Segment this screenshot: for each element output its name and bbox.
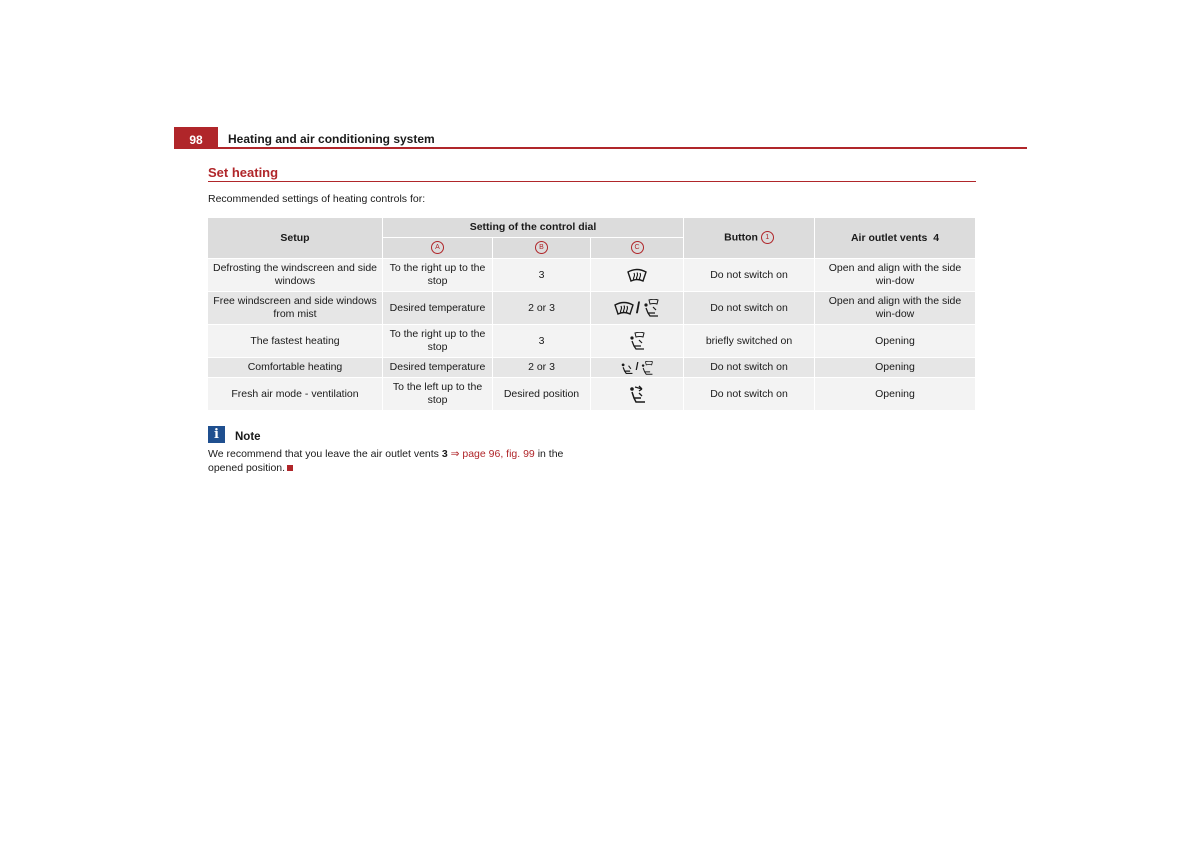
cell-button: Do not switch on <box>684 292 815 325</box>
page-number: 98 <box>174 127 218 149</box>
note-text-after: in the opened position. <box>208 448 564 474</box>
intro-text: Recommended settings of heating controls for: <box>208 193 426 205</box>
header-vents-label: Air outlet vents <box>850 231 928 244</box>
cell-dial-c <box>591 292 684 325</box>
cell-dial-a: To the right up to the stop <box>383 259 493 292</box>
header-divider <box>218 147 1027 149</box>
footwell-icon <box>620 361 634 375</box>
cell-button: Do not switch on <box>684 259 815 292</box>
note-arrow: ⇒ <box>450 448 460 460</box>
footwell-windscreen-icon <box>640 361 654 375</box>
cell-dial-c <box>591 358 684 378</box>
cell-vents: Opening <box>815 358 976 378</box>
page-header <box>174 127 1027 149</box>
cell-dial-a: To the right up to the stop <box>383 325 493 358</box>
cell-vents: Opening <box>815 378 976 411</box>
slash-separator: / <box>635 299 641 317</box>
table-row <box>208 292 976 325</box>
cell-dial-c <box>591 259 684 292</box>
table-row <box>208 358 976 378</box>
cell-setup: Fresh air mode - ventilation <box>208 378 383 411</box>
cell-dial-b: 3 <box>493 259 591 292</box>
cell-setup: Free windscreen and side windows from mist <box>208 292 383 325</box>
section-title: Set heating <box>208 165 279 180</box>
cell-dial-a: To the left up to the stop <box>383 378 493 411</box>
note-text-before: We recommend that you leave the air outlet vents <box>208 448 439 460</box>
dial-b-marker: B <box>535 241 548 254</box>
cell-button: briefly switched on <box>684 325 815 358</box>
chapter-title: Heating and air conditioning system <box>228 132 435 146</box>
cell-vents: Open and align with the side win-dow <box>815 259 976 292</box>
cell-vents: Opening <box>815 325 976 358</box>
header-button-label: Button <box>724 231 758 244</box>
footwell-windscreen-icon <box>642 299 660 317</box>
cell-dial-a: Desired temperature <box>383 358 493 378</box>
note-title: Note <box>235 431 261 443</box>
header-air-outlet-vents <box>815 218 976 259</box>
header-dial-a <box>383 238 493 259</box>
header-dial-b <box>493 238 591 259</box>
section-divider <box>208 181 976 182</box>
end-of-section-mark <box>287 465 293 471</box>
cell-dial-b: 2 or 3 <box>493 292 591 325</box>
cell-button: Do not switch on <box>684 378 815 411</box>
table-row <box>208 378 976 411</box>
cell-setup: Defrosting the windscreen and side windows <box>208 259 383 292</box>
note-text <box>208 448 588 475</box>
dial-a-marker: A <box>431 241 444 254</box>
cell-setup: Comfortable heating <box>208 358 383 378</box>
cell-dial-c <box>591 378 684 411</box>
note-page-link[interactable]: page 96, fig. 99 <box>462 448 535 460</box>
cell-button: Do not switch on <box>684 358 815 378</box>
header-button <box>684 218 815 259</box>
cell-dial-b: Desired position <box>493 378 591 411</box>
cell-setup: The fastest heating <box>208 325 383 358</box>
info-icon: i <box>208 426 225 443</box>
upper-body-footwell-icon <box>627 384 647 404</box>
heating-settings-table <box>208 218 976 411</box>
cell-dial-c <box>591 325 684 358</box>
cell-dial-a: Desired temperature <box>383 292 493 325</box>
table-row <box>208 259 976 292</box>
cell-dial-b: 3 <box>493 325 591 358</box>
header-control-dial: Setting of the control dial <box>383 218 684 238</box>
slash-separator: / <box>635 361 639 373</box>
vents-ref: 4 <box>933 231 940 244</box>
cell-dial-b: 2 or 3 <box>493 358 591 378</box>
header-setup: Setup <box>208 218 383 259</box>
note-vent-number: 3 <box>441 448 448 460</box>
windscreen-defrost-icon <box>627 268 647 282</box>
footwell-windscreen-icon <box>628 332 646 350</box>
button-ref-marker: 1 <box>761 231 774 244</box>
table-row <box>208 325 976 358</box>
cell-vents: Open and align with the side win-dow <box>815 292 976 325</box>
windscreen-defrost-icon <box>614 301 634 315</box>
dial-c-marker: C <box>631 241 644 254</box>
header-dial-c <box>591 238 684 259</box>
